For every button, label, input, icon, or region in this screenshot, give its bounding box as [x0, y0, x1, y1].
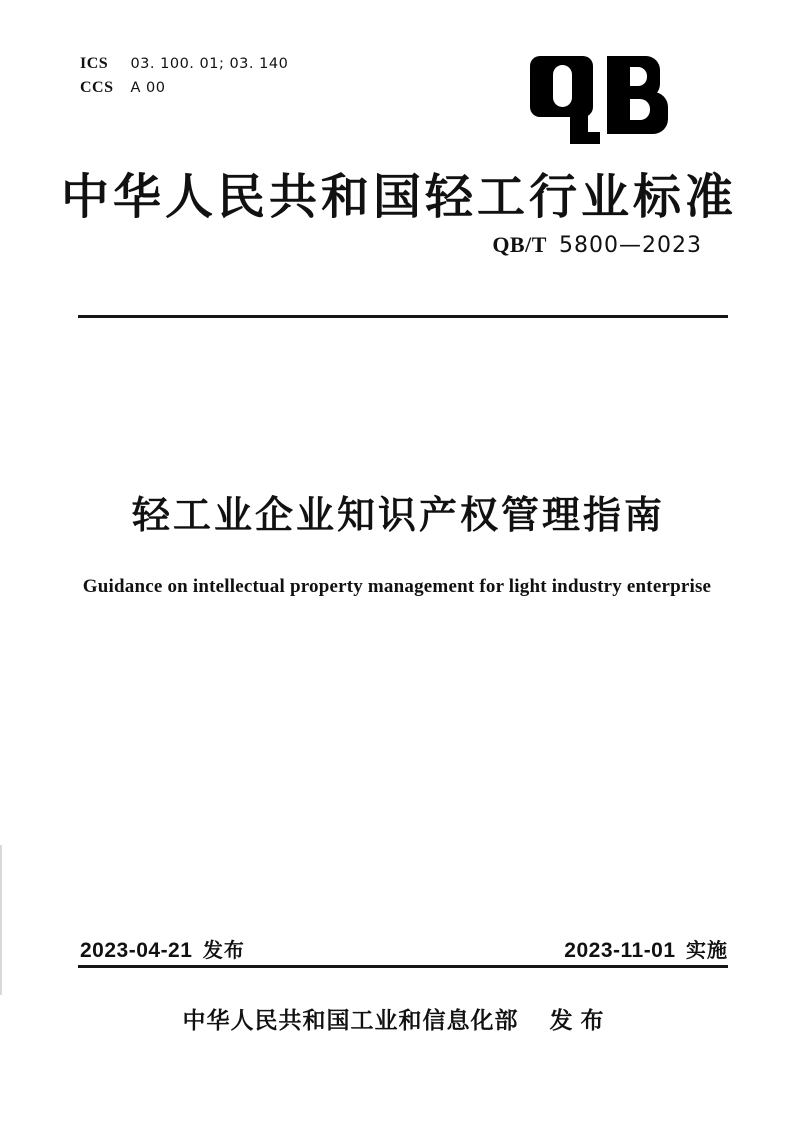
- standard-number: [78, 232, 728, 258]
- implementation-date: 2023-11-01: [564, 939, 676, 962]
- scan-artifact: [0, 845, 2, 995]
- issue-date-group: [80, 934, 245, 963]
- classification-codes: [80, 52, 288, 100]
- qb-logo-b: [607, 56, 668, 134]
- qb-logo-icon: [530, 56, 670, 146]
- issue-date: 2023-04-21: [80, 939, 193, 962]
- publisher-name: 中华人民共和国工业和信息化部: [182, 1008, 519, 1034]
- qb-logo-b-upper-hole: [630, 67, 647, 86]
- qb-logo-q-hole: [553, 65, 572, 107]
- qb-logo-b-lower-hole: [630, 99, 650, 120]
- date-row: [78, 934, 728, 962]
- document-title-english: Guidance on intellectual property management for light industry enterprise: [82, 576, 712, 597]
- qb-logo-q-tail-foot: [584, 132, 600, 144]
- standard-number-prefix: QB/T: [492, 232, 547, 257]
- header-rule: [78, 315, 728, 318]
- issue-label: 发布: [202, 938, 245, 962]
- ccs-label: CCS: [80, 79, 114, 96]
- standard-series-title: 中华人民共和国轻工行业标准: [60, 169, 737, 225]
- ics-code-row: [80, 52, 288, 76]
- document-title-chinese: 轻工业企业知识产权管理指南: [131, 493, 665, 537]
- implementation-date-group: [564, 934, 728, 963]
- ccs-value: A 00: [130, 80, 166, 96]
- implementation-label: 实施: [686, 938, 728, 962]
- ics-label: ICS: [80, 55, 109, 72]
- footer-rule: [78, 965, 728, 968]
- publisher-action: 发布: [549, 1008, 612, 1034]
- qb-logo-text: [530, 56, 531, 57]
- standard-number-value: 5800—2023: [559, 233, 702, 258]
- ccs-code-row: [80, 76, 288, 100]
- ics-value: 03. 100. 01; 03. 140: [130, 56, 289, 72]
- publisher-line: [0, 1002, 794, 1035]
